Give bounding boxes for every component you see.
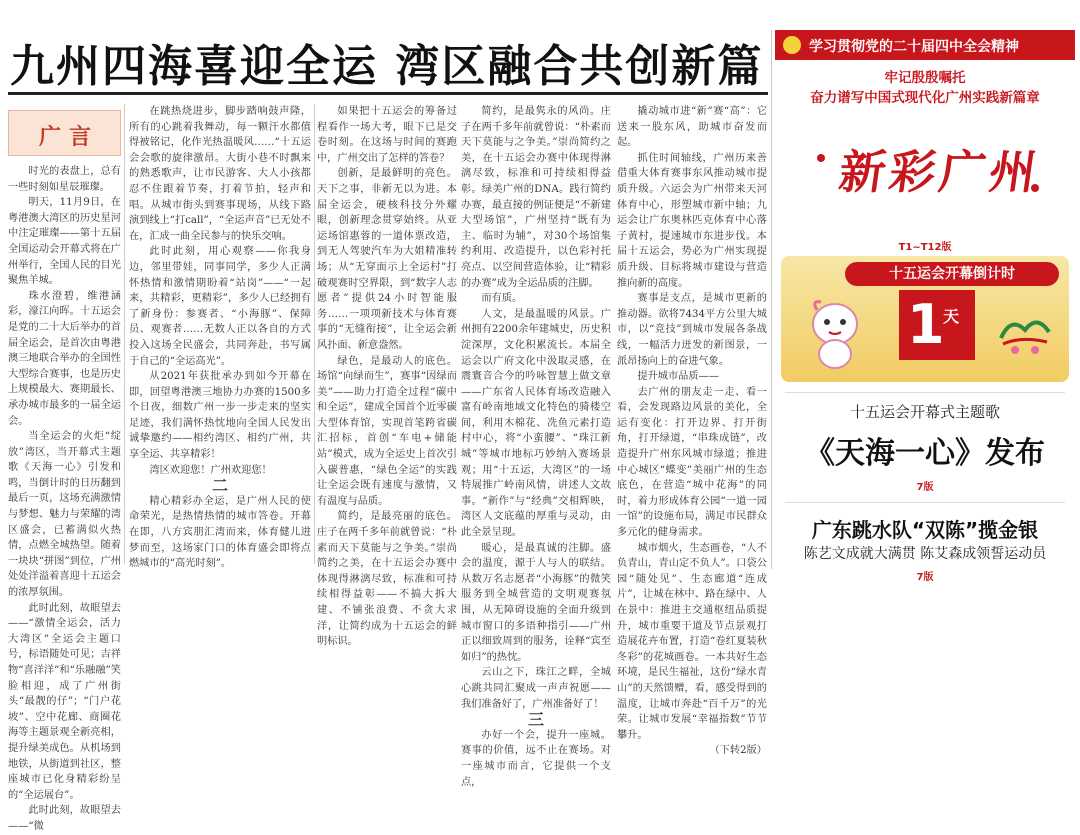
- paragraph: 湾区欢迎您！广州欢迎您！: [149, 464, 272, 476]
- page-ref: 7版: [916, 482, 934, 493]
- paragraph: 在跳热烧进步，脚步踏响鼓声隆，所有的心跳着我舞动，每一颗汗水都值得被铭记，化作光热温暖风……“十五运会会歌的旋律激昂。大街小巷不时飘来的熟悉歌声，让市民游客、大人小孩都忍不住跟着节奏，打着节拍，轻声和唱。从城市街头到赛事现场，从线下路演到线上“打call”，“全运声音”已无处不在，汇成一曲全民参与的快乐交响。: [129, 106, 311, 242]
- paragraph: 赛事是支点，是城市更新的推动器。欲将7434平方公里大城市，以“竞技”到城市发展各条战线，一幅活力迸发的新图景，一派昂扬向上的奋进气象。: [617, 293, 767, 367]
- supplement-logo[interactable]: [795, 114, 1053, 232]
- article-column-1: [8, 104, 121, 832]
- column-divider: [124, 104, 125, 564]
- page-ref: 7版: [916, 572, 934, 583]
- banner-subtitle-2: 奋力谱写中国式现代化广州实践新篇章: [810, 90, 1040, 106]
- paragraph: 简约，是最亮丽的底色。庄子在两千多年前就曾说：“朴素而天下莫能与之争美。”崇尚简约之美，在十五运会办赛中体现得淋漓尽致，标准和可持续相得益彰——不搞大拆大建、不铺张浪费、不贪大求洋，让简约成为十五运会的鲜明标识。: [317, 511, 457, 648]
- banner-text: 学习贯彻党的二十届四中全会精神: [809, 39, 1019, 55]
- paragraph: 云山之下，珠江之畔，全城心跳共同汇聚成一声声祝愿——我们准备好了，广州准备好了！: [461, 667, 611, 710]
- decor-dot-icon: [817, 154, 825, 162]
- paragraph: 简约，是最隽永的风尚。庄子在两千多年前就曾说：“朴素而天下莫能与之争美。”崇尚简约之美，在十五运会办赛中体现得淋漓尽致，标准和可持续相得益彰。绿美广州的DNA。践行简约办赛，最直接的例证便是“不新建大型场馆”，广州坚持“既有为主、临时为辅”，对30个场馆集约利用、改造提升，以色彩衬托亮点、以空间营造体验，让“精彩的办赛”成为全运品质的注脚。: [461, 106, 611, 289]
- divider: [785, 502, 1065, 503]
- diving-subhead: 陈艺文成就大满贯 陈艾森成领誓运动员: [803, 546, 1047, 562]
- paragraph: 精心精彩办全运，是广州人民的使命荣光，是热情热情的城市答卷。开幕在即，八方宾朋汇湾而来，体育健儿进梦而至，这场家门口的体育盛会即将点燃城市的“高光时刻”。: [129, 495, 311, 570]
- column-label: 广言: [39, 124, 100, 150]
- song-kicker: 十五运会开幕式主题歌: [849, 403, 1000, 421]
- paragraph: 办好一个会，提升一座城。赛事的价值，远不止在赛场。对一座城市而言，它提供一个支点，: [461, 729, 611, 788]
- paragraph: 绿色，是最动人的底色。场馆“向绿而生”，赛事“因绿而美”——助力打造全过程“碳中和全运”，建成全国首个近零碳大型体育馆，实现首笔跨省碳汇招标，首创“车电+储能站”模式，成为全运史上首次引入碳普惠，“绿色全运”的实践让全运会既有速度与激情，又有温度与品质。: [317, 355, 457, 507]
- article-column-4: [461, 104, 611, 788]
- song-headline[interactable]: 《天海一心》发布: [805, 436, 1045, 471]
- party-emblem-icon: [783, 36, 801, 54]
- countdown-unit: 天: [943, 307, 960, 326]
- paragraph: 珠水澄碧，维港涵彩，濠江向晖。十五运会是党的二十大后举办的首届全运会，是首次由粤港澳三地联合举办的全国性大型综合赛事，也是历史上规模最大、赛期最长、承办城市最多的一届全运会。: [8, 290, 121, 427]
- banner-subtitle-1: 牢记殷殷嘱托: [884, 70, 966, 86]
- countdown-title: 十五运会开幕倒计时: [845, 262, 1059, 286]
- paragraph: 时光的表盘上，总有一些时刻如星辰璀璨。: [8, 166, 121, 193]
- right-panel: [775, 30, 1075, 583]
- paragraph: 暖心，是最真诚的注脚。盛会的温度，源于人与人的联结。从数万名志愿者“小海豚”的微笑服务到全城营造的文明观赛氛围，从无障碍设施的全面升级到城市窗口的多语种指引——广州正以细致周到的服务，诠释“宾至如归”的热忱。: [461, 542, 611, 663]
- section-number: 二: [211, 476, 228, 496]
- supplement-title: 新彩广州: [835, 145, 1044, 199]
- countdown-card[interactable]: [781, 256, 1069, 382]
- paragraph: 此时此刻，用心观察——你我身边，邻里带娃，同事同学，多少人正满怀热情和激情期盼着“站岗”——“一起来，共精彩，更精彩”，多少人已经拥有了新身份：参赛者、“小海豚”、保障员、观赛者……无数人正以各自的方式投入这场全民盛会，共同奔赴，书写属于自己的“全运高光”。: [129, 246, 311, 367]
- article-column-2: [129, 104, 311, 570]
- paragraph: 当全运会的火炬“绽放”湾区，当开幕式主题歌《天海一心》引发和鸣，当倒计时的日历翻到最后一页，这场充满激情与梦想、魅力与荣耀的湾区盛会，已蓄满似火热情，点燃全城热望。随着一块块“拼图”到位，广州处处洋溢着喜迎十五运会的浓厚氛围。: [8, 431, 121, 599]
- paragraph: 人文，是最温暖的风景。广州拥有2200余年建城史，历史积淀深厚，文化积累流长。本届全运会以广府文化中汲取灵感，在震寰音合今的吟咏智慧上做文章——广东省人民体育场改造融入富有岭南地域文化特色的骑楼空间，利用木棉花、冼鱼元素打造村中心，将“小蛮腰”、“珠江新城”等城市地标巧妙纳入赛场景观；用“十五运，大湾区”的一场特展推广岭南风情，讲述人文故事。“新作”与“经典”交相辉映，湾区人文底蕴的厚重与灵动，由此全景呈现。: [461, 308, 611, 539]
- paragraph: 如果把十五运会的筹备过程看作一场大考，眼下已是交卷时刻。在这场与时间的赛跑中，广州交出了怎样的答卷？: [317, 106, 457, 164]
- paragraph: 明天，11月9日，在粤港澳大湾区的历史星河中注定璀璨——第十五届全国运动会开幕式将在广州举行，全国人民的目光聚焦羊城。: [8, 197, 121, 287]
- column-divider: [314, 104, 315, 564]
- paragraph: 从2021年获批承办到如今开幕在即，回望粤港澳三地协力办赛的1500多个日夜，细数广州一步一步走来的坚实足迹，我们满怀热忱地向全国人民发出诚挚邀约——相约湾区、相约广州，共享全运、共享精彩！: [129, 371, 311, 461]
- paragraph: 而有质。: [481, 293, 523, 305]
- diving-headline[interactable]: 广东跳水队“双陈”揽金银: [811, 518, 1039, 542]
- games-logo-icon: [991, 308, 1057, 356]
- article-column-3: [317, 104, 457, 648]
- divider: [785, 392, 1065, 393]
- supplement-pages: T1~T12版: [898, 242, 952, 253]
- paragraph: 去广州的朋友走一走、看一看，会发现路边风景的美化，全运有变化：打开边界、打开街角，打开绿道，“串珠成链”，改造提升广州东风城市绿道；推进中心城区“蝶变”美丽广州的生态底色，在营造“城中花海”的同时，着力形成体育公园“一道一园一馆”的设施布局，满足市民群众多元化的健身需求。: [617, 386, 767, 539]
- paragraph: 提升城市品质——: [637, 371, 719, 383]
- banner[interactable]: [775, 30, 1075, 60]
- section-number: 三: [527, 710, 544, 730]
- paragraph: 撬动城市进“新”赛“高”：它送来一股东风，助城市奋发而起。: [617, 106, 767, 149]
- main-headline: 九州四海喜迎全运 湾区融合共创新篇: [10, 41, 764, 92]
- continued-note: （下转2版）: [709, 745, 767, 757]
- countdown-value: 1: [899, 290, 975, 360]
- mascot-icon: [803, 296, 867, 370]
- article-column-5: [617, 104, 767, 757]
- paragraph: 城市烟火，生态画卷，“人不负青山，青山定不负人”。口袋公园“随处见”、生态廊道“连成片”，让城在林中、路在绿中、人在景中：推进主交通枢纽品质提升，城市重要干道及节点景观打造展花卉布置，打造“卷红夏装秋冬彩”的花城画卷。一本共好生态环境，是民生福祉，这份“绿水青山”的天然馈赠，看，感受得到的温度，让城市奔赴“百千万”的光荣。让城市发展“幸福指数”节节攀升。: [617, 542, 767, 741]
- paragraph: 抓住时间轴线，广州历来善借重大体育赛事东风推动城市提质升级。六运会为广州带来天河体育中心，形塑城市新中轴；九运会让广东奥林匹克体育中心落子黄村，提速城市东进步伐。本届十五运会，势必为广州实现提质升级、目标将城市建设与营造推向新的高度。: [617, 152, 767, 289]
- paragraph: 此时此刻，故眼望去——“微: [8, 805, 121, 832]
- panel-divider: [771, 30, 772, 569]
- paragraph: 创新，是最鲜明的亮色。天下之事，非新无以为进。本届全运会，硬核科技分外耀眼，创新理念贯穿始终。从亚运场馆惠蓉的一道体票改造，到无人驾驶汽车为大姐精准转场；从“无穿面示上全运村”打破观赛时空界限，到“数字人志愿者”提供24小时智能服务……一项项新技术与体育赛事的“无缝衔接”，让全运会新风扑面、新意盎然。: [317, 168, 457, 351]
- headline-rule: [8, 92, 768, 95]
- paragraph: 此时此刻，故眼望去——“激情全运会，活力大湾区”全运会主题口号，标语随处可见；吉祥物“喜洋洋”和“乐融融”笑脸相迎，成了广州街头“最靓的仔”；“门户花坡”、空中花廊、商圈花海等主题景观全新亮相，提升绿美成色。从机场到地铁，从街道到社区，整座城市已化身精彩纷呈的“全运展台”。: [8, 602, 121, 801]
